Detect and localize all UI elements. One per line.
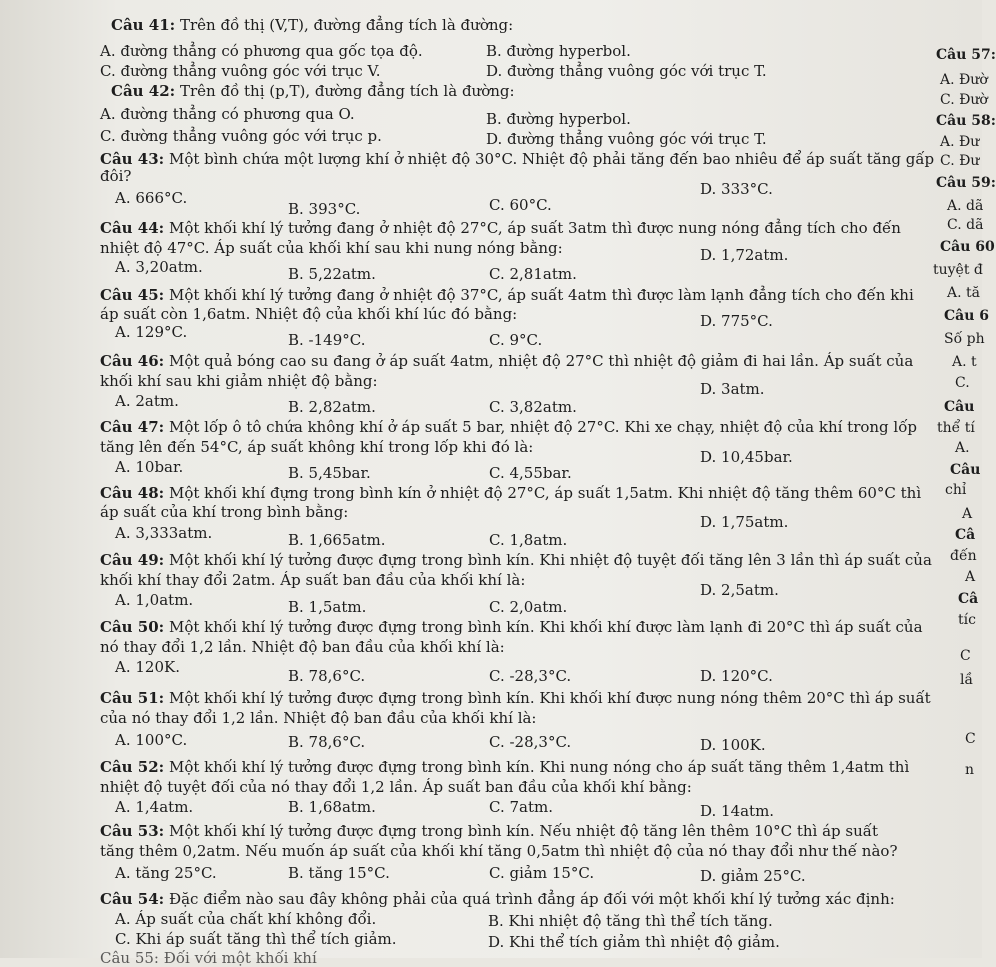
q41-option-d: D. đường thẳng vuông góc với trục T. (486, 62, 767, 80)
right-col-item: C. Đư (940, 153, 980, 169)
q52-option-d: D. 14atm. (700, 802, 775, 820)
q43-option-c: C. 60°C. (489, 196, 552, 214)
q50-option-c: C. -28,3°C. (489, 667, 572, 685)
question-46: Câu 46: Một quả bóng cao su đang ở áp suất 4atm, nhiệt độ 27°C thì nhiệt độ giảm đi hai lần. Áp suất của (100, 352, 914, 370)
question-51-cont: của nó thay đổi 1,2 lần. Nhiệt độ ban đầu của khối khí là: (100, 709, 537, 727)
right-col-item: Câu (944, 399, 975, 415)
q50-option-a: A. 120K. (115, 658, 180, 676)
right-col-item: Câ (958, 591, 979, 607)
right-col-item: C. dã (947, 217, 984, 233)
question-54: Câu 54: Đặc điểm nào sau đây không phải của quá trình đẳng áp đối với một khối khí lý tưởng xác định: (100, 890, 895, 908)
question-46-cont: khối khí sau khi giảm nhiệt độ bằng: (100, 372, 378, 390)
right-col-item: tíc (958, 612, 976, 628)
q51-option-b: B. 78,6°C. (288, 733, 366, 751)
question-48: Câu 48: Một khối khí đựng trong bình kín ở nhiệt độ 27°C, áp suất 1,5atm. Khi nhiệt độ tăng thêm 60°C thì (100, 484, 922, 502)
q52-option-a: A. 1,4atm. (115, 798, 194, 816)
right-col-item: C (960, 648, 971, 664)
question-44: Câu 44: Một khối khí lý tưởng đang ở nhiệt độ 27°C, áp suất 3atm thì được nung nóng đẳng tích cho đến (100, 219, 901, 237)
question-44-cont: nhiệt độ 47°C. Áp suất của khối khí sau khi nung nóng bằng: (100, 239, 563, 257)
question-45-cont: áp suất còn 1,6atm. Nhiệt độ của khối khí lúc đó bằng: (100, 305, 518, 323)
right-col-item: Câu 6 (944, 308, 990, 324)
q48-option-c: C. 1,8atm. (489, 531, 568, 549)
question-43-cont: đôi? (100, 167, 132, 185)
right-col-item: n (965, 762, 975, 778)
q44-option-d: D. 1,72atm. (700, 246, 789, 264)
q43-option-d: D. 333°C. (700, 180, 773, 198)
q47-option-d: D. 10,45bar. (700, 448, 793, 466)
question-45: Câu 45: Một khối khí lý tưởng đang ở nhiệt độ 37°C, áp suất 4atm thì được làm lạnh đẳng tích cho đến khi (100, 286, 914, 304)
question-47-cont: tăng lên đến 54°C, áp suất không khí trong lốp khi đó là: (100, 438, 534, 456)
q42-option-c: C. đường thẳng vuông góc với trục p. (100, 127, 382, 145)
right-col-item: C. (955, 375, 970, 391)
question-49-cont: khối khí thay đổi 2atm. Áp suất ban đầu của khối khí là: (100, 571, 526, 589)
q48-option-a: A. 3,333atm. (115, 524, 213, 542)
q43-option-a: A. 666°C. (115, 189, 188, 207)
q54-option-d: D. Khi thể tích giảm thì nhiệt độ giảm. (488, 933, 780, 951)
question-49: Câu 49: Một khối khí lý tưởng được đựng trong bình kín. Khi nhiệt độ tuyệt đối tăng lên 3 lần thì áp suất của (100, 551, 932, 569)
right-col-item: A. t (952, 354, 977, 370)
q49-option-b: B. 1,5atm. (288, 598, 367, 616)
right-col-item: A. Đườ (940, 72, 988, 88)
q46-option-d: D. 3atm. (700, 380, 765, 398)
question-51: Câu 51: Một khối khí lý tưởng được đựng trong bình kín. Khi khối khí được nung nóng thêm 20°C thì áp suất (100, 689, 931, 707)
q42-option-a: A. đường thẳng có phương qua O. (100, 105, 355, 123)
q51-option-c: C. -28,3°C. (489, 733, 572, 751)
right-col-item: Câ (955, 527, 976, 543)
q49-option-d: D. 2,5atm. (700, 581, 779, 599)
q47-option-b: B. 5,45bar. (288, 464, 371, 482)
q41-option-c: C. đường thẳng vuông góc với trục V. (100, 62, 381, 80)
right-col-item: Câu 59: (936, 175, 996, 191)
q54-option-b: B. Khi nhiệt độ tăng thì thể tích tăng. (488, 912, 773, 930)
q46-option-c: C. 3,82atm. (489, 398, 577, 416)
right-col-item: Câu 58: (936, 113, 996, 129)
question-41: Câu 41: Trên đồ thị (V,T), đường đẳng tích là đường: (111, 16, 514, 34)
q46-option-b: B. 2,82atm. (288, 398, 376, 416)
right-col-item: A. dã (947, 198, 984, 214)
question-50-cont: nó thay đổi 1,2 lần. Nhiệt độ ban đầu của khối khí là: (100, 638, 505, 656)
right-col-item: Câu 60 (940, 239, 995, 255)
right-col-item: thể tí (937, 420, 975, 436)
right-col-item: Số ph (944, 331, 985, 347)
right-col-item: A (962, 506, 973, 522)
q48-option-b: B. 1,665atm. (288, 531, 386, 549)
q53-option-b: B. tăng 15°C. (288, 864, 390, 882)
q48-option-d: D. 1,75atm. (700, 513, 789, 531)
q47-option-a: A. 10bar. (115, 458, 184, 476)
right-col-item: lầ (960, 672, 974, 688)
q53-option-a: A. tăng 25°C. (115, 864, 217, 882)
q54-option-c: C. Khi áp suất tăng thì thể tích giảm. (115, 930, 397, 948)
q45-option-a: A. 129°C. (115, 323, 188, 341)
q49-option-c: C. 2,0atm. (489, 598, 568, 616)
question-47: Câu 47: Một lốp ô tô chứa không khí ở áp suất 5 bar, nhiệt độ 27°C. Khi xe chạy, nhiệt độ của khí trong lốp (100, 418, 918, 436)
question-53-cont: tăng thêm 0,2atm. Nếu muốn áp suất của khối khí tăng 0,5atm thì nhiệt độ của nó thay đổi như thế nào? (100, 842, 898, 860)
q45-option-b: B. -149°C. (288, 331, 366, 349)
q41-option-b: B. đường hyperbol. (486, 42, 631, 60)
q50-option-b: B. 78,6°C. (288, 667, 366, 685)
q46-option-a: A. 2atm. (115, 392, 179, 410)
q49-option-a: A. 1,0atm. (115, 591, 194, 609)
right-col-item: A. (955, 440, 970, 456)
right-col-item: đến (950, 548, 977, 564)
q53-option-d: D. giảm 25°C. (700, 867, 806, 885)
right-col-item: A (965, 569, 976, 585)
q45-option-c: C. 9°C. (489, 331, 543, 349)
right-col-item: C. Đườ (940, 92, 988, 108)
q42-option-d: D. đường thẳng vuông góc với trục T. (486, 130, 767, 148)
right-col-item: A. tă (947, 285, 980, 301)
q47-option-c: C. 4,55bar. (489, 464, 572, 482)
q42-option-b: B. đường hyperbol. (486, 110, 631, 128)
q52-option-c: C. 7atm. (489, 798, 553, 816)
right-col-item: A. Đư (940, 134, 980, 150)
q44-option-c: C. 2,81atm. (489, 265, 577, 283)
q53-option-c: C. giảm 15°C. (489, 864, 595, 882)
question-42: Câu 42: Trên đồ thị (p,T), đường đẳng tích là đường: (111, 82, 515, 100)
q51-option-d: D. 100K. (700, 736, 766, 754)
q54-option-a: A. Áp suất của chất khí không đổi. (115, 910, 377, 928)
right-col-item: Câu (950, 462, 981, 478)
q44-option-a: A. 3,20atm. (115, 258, 203, 276)
right-col-item: Câu 57: (936, 47, 996, 63)
q44-option-b: B. 5,22atm. (288, 265, 376, 283)
question-43: Câu 43: Một bình chứa một lượng khí ở nhiệt độ 30°C. Nhiệt độ phải tăng đến bao nhiêu để áp suất tăng gấp (100, 150, 935, 168)
q41-option-a: A. đường thẳng có phương qua gốc tọa độ. (100, 42, 423, 60)
question-52: Câu 52: Một khối khí lý tưởng được đựng trong bình kín. Khi nung nóng cho áp suất tăng thêm 1,4atm thì (100, 758, 910, 776)
q50-option-d: D. 120°C. (700, 667, 773, 685)
q45-option-d: D. 775°C. (700, 312, 773, 330)
question-53: Câu 53: Một khối khí lý tưởng được đựng trong bình kín. Nếu nhiệt độ tăng lên thêm 10°C thì áp suất (100, 822, 878, 840)
right-col-item: C (965, 731, 976, 747)
right-col-item: tuyệt đ (933, 262, 983, 278)
q51-option-a: A. 100°C. (115, 731, 188, 749)
question-52-cont: nhiệt độ tuyệt đối của nó thay đổi 1,2 lần. Áp suất ban đầu của khối khí bằng: (100, 778, 692, 796)
right-col-item: chỉ (945, 482, 967, 498)
q43-option-b: B. 393°C. (288, 200, 361, 218)
question-48-cont: áp suất của khí trong bình bằng: (100, 503, 349, 521)
question-55-cut: Câu 55: Đối với một khối khí (100, 949, 317, 967)
question-50: Câu 50: Một khối khí lý tưởng được đựng trong bình kín. Khi khối khí được làm lạnh đi 20°C thì áp suất của (100, 618, 923, 636)
q52-option-b: B. 1,68atm. (288, 798, 376, 816)
